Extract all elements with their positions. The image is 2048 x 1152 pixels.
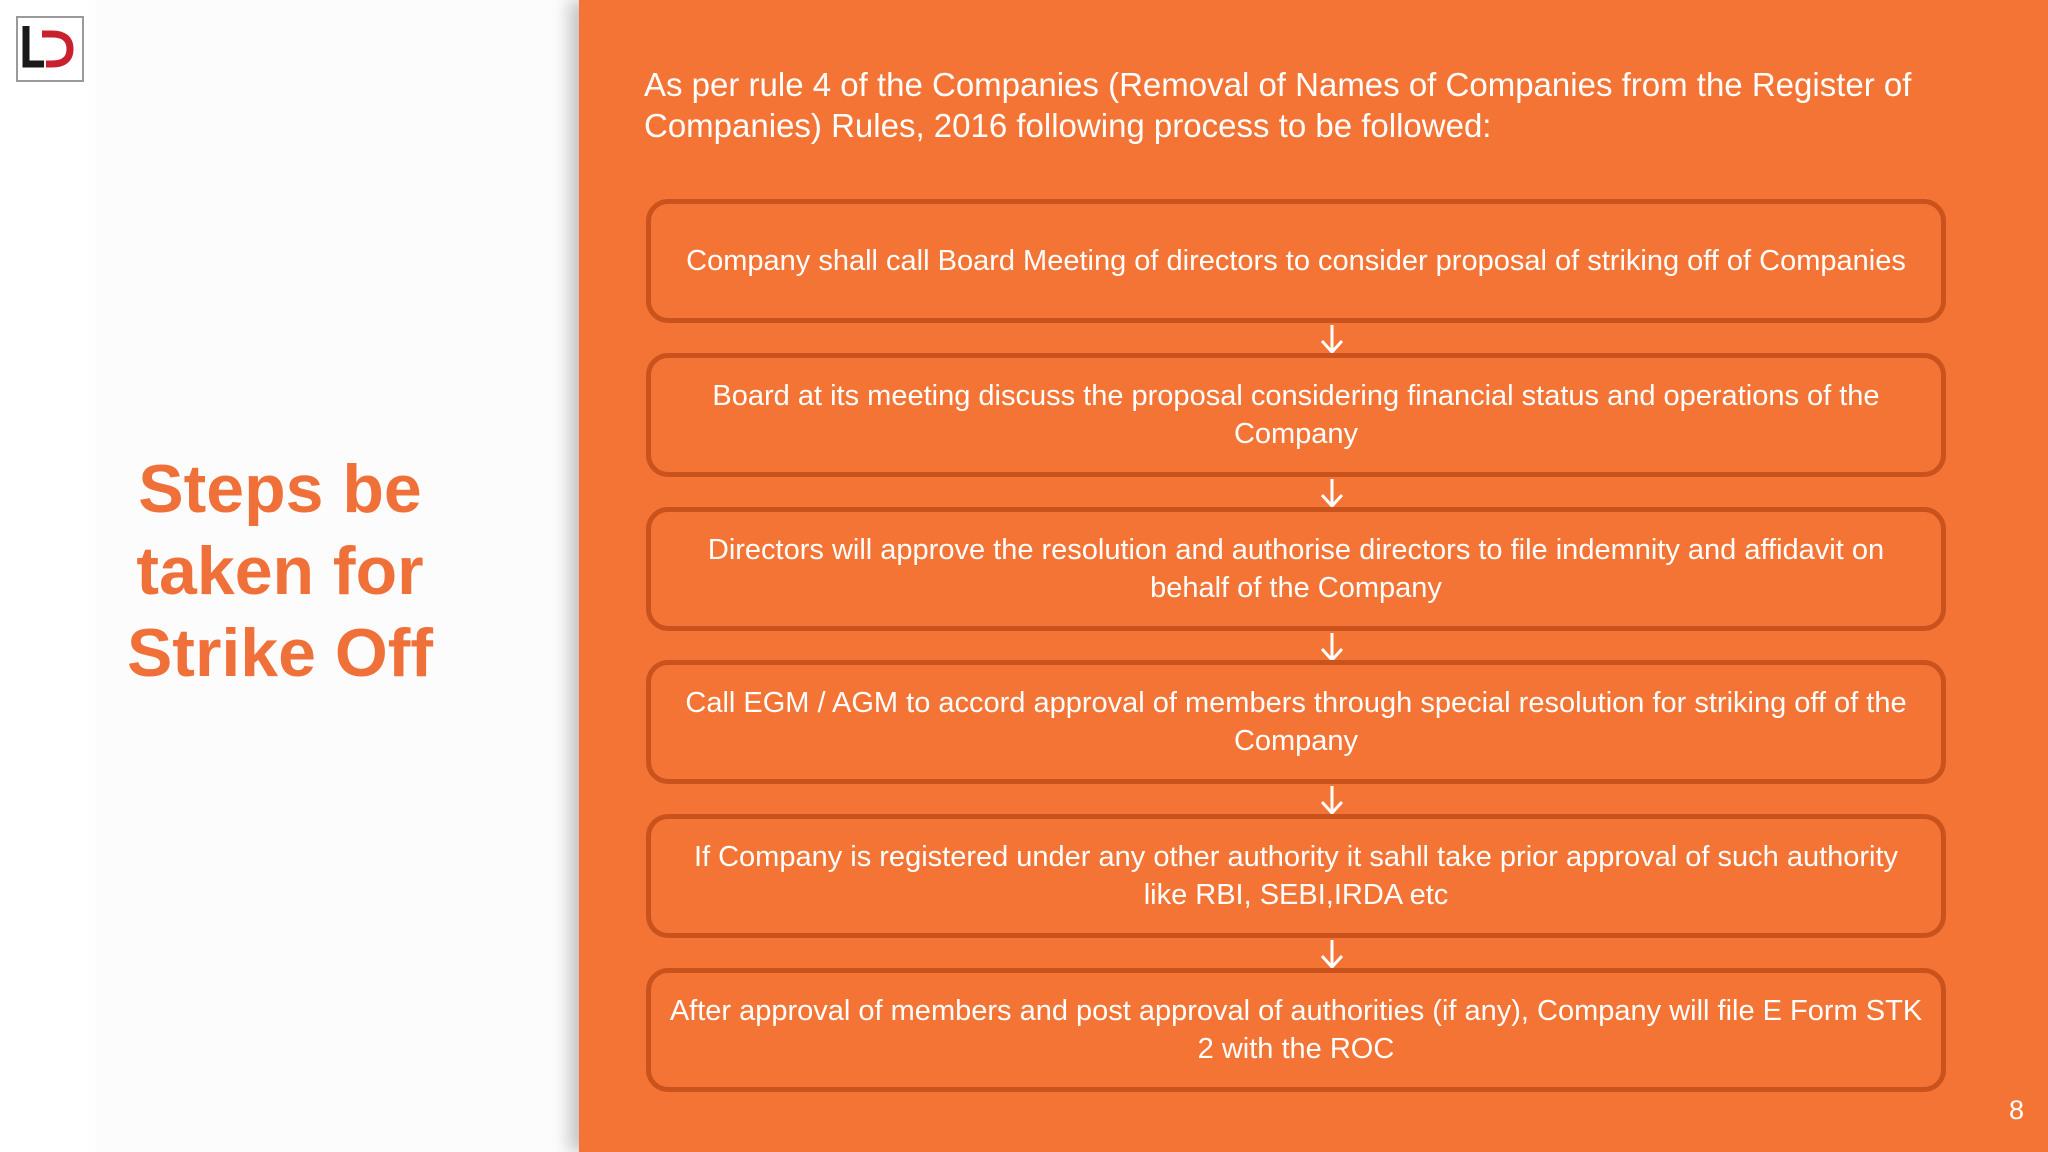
arrow-down-icon	[1317, 323, 1347, 355]
intro-text: As per rule 4 of the Companies (Removal of Names of Companies from the Register of Companies) Rules, 2016 following process to be followed:	[644, 66, 1912, 144]
step-box-5	[646, 814, 1946, 938]
arrow-down-icon	[1317, 938, 1347, 970]
right-panel	[579, 0, 2048, 1152]
step-text-4: Call EGM / AGM to accord approval of members through special resolution for striking off of the Company	[685, 687, 1907, 757]
arrow-down-icon	[1317, 631, 1347, 663]
arrow-down-icon	[1317, 477, 1347, 509]
step-box-6	[646, 968, 1946, 1092]
step-text-5: If Company is registered under any other authority it sahll take prior approval of such authority like RBI, SEBI,IRDA etc	[693, 841, 1899, 911]
page-number: 8	[2008, 1095, 2024, 1125]
step-text-6: After approval of members and post approval of authorities (if any), Company will file E Form STK 2 with the ROC	[669, 995, 1923, 1065]
slide-title: Steps be taken for Strike Off	[126, 451, 434, 691]
step-box-3	[646, 507, 1946, 631]
ld-logo-mark	[18, 18, 82, 80]
left-panel	[0, 0, 580, 1152]
step-box-2	[646, 353, 1946, 477]
step-text-2: Board at its meeting discuss the proposal considering financial status and operations of the Company	[712, 380, 1880, 450]
step-box-4	[646, 660, 1946, 784]
ld-logo	[16, 16, 84, 82]
arrow-down-icon	[1317, 784, 1347, 816]
step-text-1: Company shall call Board Meeting of directors to consider proposal of striking off of Companies	[686, 245, 1906, 277]
step-box-1	[646, 199, 1946, 323]
step-text-3: Directors will approve the resolution and authorise directors to file indemnity and affidavit on behalf of the Company	[707, 534, 1885, 604]
